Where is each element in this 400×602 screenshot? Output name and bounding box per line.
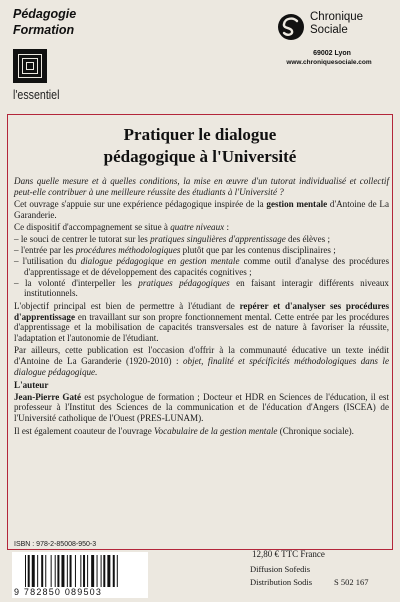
list-item: – l'entrée par les procédures méthodologiques plutôt que par les contenus disciplinaires ; xyxy=(14,245,389,256)
product-code: S 502 167 xyxy=(334,577,369,587)
author-bio: Jean-Pierre Gaté est psychologue de formation ; Docteur et HDR en Sciences de l'éducation, il est professeur à l'Institut des Sciences de la communication et de l'éducation d'Angers (ISCEA) de l'Université catholique de l'Ouest (PRES-LUNAM). xyxy=(14,391,389,424)
author-coauthor: Il est également coauteur de l'ouvrage Vocabulaire de la gestion mentale (Chronique sociale). xyxy=(14,425,354,436)
publisher-url: www.chroniquesociale.com xyxy=(286,59,372,66)
list-item: – l'utilisation du dialogue pédagogique en gestion mentale comme outil d'analyse des procédures d'apprentissage et de développement des capacités cognitives ; xyxy=(14,256,389,278)
paragraph-objective: L'objectif principal est bien de permettre à l'étudiant de repérer et d'analyser ses procédures d'apprentissage en travaillant sur son propre fonctionnement mental. Cette entrée par les procédures d'apprentissage et la mobilisation de capacités transversales est de nature à favoriser la réussite, l'adaptation et l'autonomie de l'étudiant. xyxy=(14,300,390,344)
paragraph-basis: Cet ouvrage s'appuie sur une expérience pédagogique inspirée de la gestion mentale d'Antoine de La Garanderie. xyxy=(14,199,389,220)
distribution-1: Diffusion Sofedis xyxy=(250,564,311,574)
intro-paragraph: Dans quelle mesure et à quelles conditions, la mise en œuvre d'un tutorat individualisé et collectif peut-elle contribuer à une meilleure réussite des étudiants à l'Université ? xyxy=(14,176,389,197)
isbn: ISBN : 978-2-85008-950-3 xyxy=(14,540,146,549)
barcode-digits: 9 782850 089503 xyxy=(14,587,103,597)
series-line-2: Formation xyxy=(13,23,75,37)
levels-list xyxy=(14,234,389,299)
author-heading: L'auteur xyxy=(14,379,49,390)
back-cover-text xyxy=(14,176,389,438)
paragraph-levels: Ce dispositif d'accompagnement se situe à quatre niveaux : xyxy=(14,222,229,233)
series-label xyxy=(13,6,76,38)
series-name: l'essentiel xyxy=(13,87,60,102)
book-title: Pratiquer le dialogue pédagogique à l'Université xyxy=(103,125,297,166)
distribution-2: Distribution Sodis xyxy=(250,577,313,587)
paragraph-publication: Par ailleurs, cette publication est l'occasion d'offrir à la communauté éducative un texte inédit d'Antoine de La Garanderie (1920-2010) : objet, finalité et spécificités méthodologiques dans le dialogue pédagogique. xyxy=(14,345,389,378)
barcode-icon xyxy=(24,555,142,587)
price: 12,80 € TTC France xyxy=(252,549,325,559)
list-item: – le souci de centrer le tutorat sur les pratiques singulières d'apprentissage des élèves ; xyxy=(14,234,389,245)
publisher-logo-icon xyxy=(277,13,305,41)
publisher-city: 69002 Lyon xyxy=(313,50,351,57)
publisher-name: Chronique Sociale xyxy=(310,11,364,36)
list-item: – la volonté d'interpeller les pratiques pédagogiques en faisant interagir différents niveaux institutionnels. xyxy=(14,278,389,300)
series-line-1: Pédagogie xyxy=(13,7,77,21)
series-logo-icon xyxy=(13,49,47,83)
